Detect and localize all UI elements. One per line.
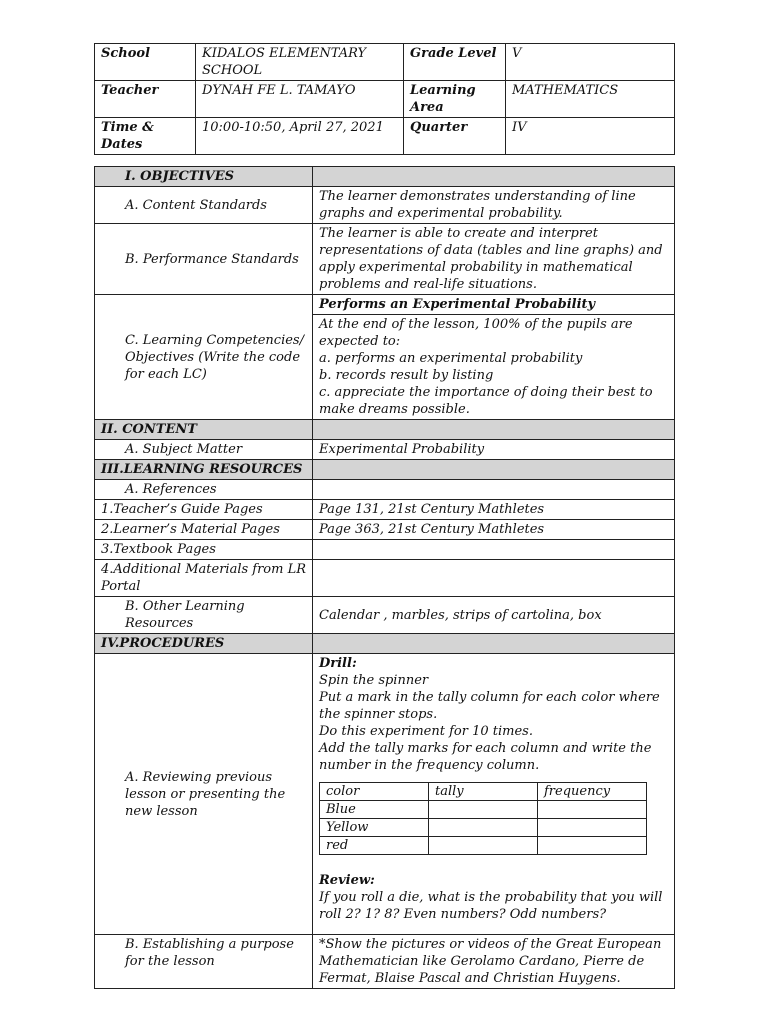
purpose-label: B. Establishing a purpose for the lesson xyxy=(95,935,313,989)
header-table xyxy=(94,43,675,155)
tally-table xyxy=(319,782,647,855)
lesson-plan-table xyxy=(94,166,675,989)
review-text: If you roll a die, what is the probability that you will roll 2? 1? 8? Even numbers? Odd numbers? xyxy=(319,890,663,922)
empty-cell xyxy=(429,801,538,819)
content-standards-label: A. Content Standards xyxy=(95,187,313,224)
textbook-label: 3.Textbook Pages xyxy=(95,540,313,560)
objectives-heading: I. OBJECTIVES xyxy=(95,167,313,187)
time-value: 10:00-10:50, April 27, 2021 xyxy=(196,118,404,155)
grade-label: Grade Level xyxy=(404,44,506,81)
tally-header: tally xyxy=(429,783,538,801)
purpose-value: *Show the pictures or videos of the Great European Mathematician like Gerolamo Cardano, Pierre de Fermat, Blaise Pascal and Christian Huygens. xyxy=(313,935,675,989)
content-standards-value: The learner demonstrates understanding of line graphs and experimental probability. xyxy=(313,187,675,224)
resources-heading: III.LEARNING RESOURCES xyxy=(95,460,313,480)
other-resources-value: Calendar , marbles, strips of cartolina, box xyxy=(313,597,675,634)
teacher-value: DYNAH FE L. TAMAYO xyxy=(196,81,404,118)
tg-label: 1.Teacher’s Guide Pages xyxy=(95,500,313,520)
tally-color: red xyxy=(320,837,429,855)
empty-cell xyxy=(313,540,675,560)
empty-cell xyxy=(538,837,647,855)
drill-title: Drill: xyxy=(319,656,357,671)
additional-materials-label: 4.Additional Materials from LR Portal xyxy=(95,560,313,597)
empty-cell xyxy=(429,837,538,855)
reviewing-label: A. Reviewing previous lesson or presenting the new lesson xyxy=(95,654,313,935)
tally-header: color xyxy=(320,783,429,801)
time-label: Time & Dates xyxy=(95,118,196,155)
school-value: KIDALOS ELEMENTARY SCHOOL xyxy=(196,44,404,81)
competency-intro: At the end of the lesson, 100% of the pupils are expected to: xyxy=(319,317,633,349)
teacher-label: Teacher xyxy=(95,81,196,118)
procedures-heading: IV.PROCEDURES xyxy=(95,634,313,654)
area-value: MATHEMATICS xyxy=(506,81,675,118)
review-title: Review: xyxy=(319,873,375,888)
competency-a: a. performs an experimental probability xyxy=(319,351,583,366)
quarter-value: IV xyxy=(506,118,675,155)
subject-matter-value: Experimental Probability xyxy=(313,440,675,460)
competency-title: Performs an Experimental Probability xyxy=(313,295,675,315)
empty-cell xyxy=(313,560,675,597)
competency-c: c. appreciate the importance of doing their best to make dreams possible. xyxy=(319,385,653,417)
empty-cell xyxy=(429,819,538,837)
empty-cell xyxy=(313,460,675,480)
performance-standards-value: The learner is able to create and interpret representations of data (tables and line graphs) and apply experimental probability in mathematical problems and real-life situations. xyxy=(313,224,675,295)
drill-step-3: Do this experiment for 10 times. xyxy=(319,724,533,739)
reviewing-content xyxy=(313,654,675,935)
drill-step-4: Add the tally marks for each column and write the number in the frequency column. xyxy=(319,741,652,773)
competencies-label: C. Learning Competencies/ Objectives (Write the code for each LC) xyxy=(95,295,313,420)
tg-value: Page 131, 21st Century Mathletes xyxy=(313,500,675,520)
empty-cell xyxy=(313,480,675,500)
empty-cell xyxy=(313,420,675,440)
quarter-label: Quarter xyxy=(404,118,506,155)
competency-b: b. records result by listing xyxy=(319,368,494,383)
empty-cell xyxy=(538,801,647,819)
empty-cell xyxy=(313,167,675,187)
subject-matter-label: A. Subject Matter xyxy=(95,440,313,460)
references-label: A. References xyxy=(95,480,313,500)
tally-color: Yellow xyxy=(320,819,429,837)
drill-step-1: Spin the spinner xyxy=(319,673,429,688)
drill-step-2: Put a mark in the tally column for each color where the spinner stops. xyxy=(319,690,660,722)
lm-value: Page 363, 21st Century Mathletes xyxy=(313,520,675,540)
tally-color: Blue xyxy=(320,801,429,819)
school-label: School xyxy=(95,44,196,81)
empty-cell xyxy=(538,819,647,837)
performance-standards-label: B. Performance Standards xyxy=(95,224,313,295)
empty-cell xyxy=(313,634,675,654)
grade-value: V xyxy=(506,44,675,81)
area-label: Learning Area xyxy=(404,81,506,118)
competency-details xyxy=(313,315,675,420)
lm-label: 2.Learner’s Material Pages xyxy=(95,520,313,540)
other-resources-label: B. Other Learning Resources xyxy=(95,597,313,634)
content-heading: II. CONTENT xyxy=(95,420,313,440)
tally-header: frequency xyxy=(538,783,647,801)
